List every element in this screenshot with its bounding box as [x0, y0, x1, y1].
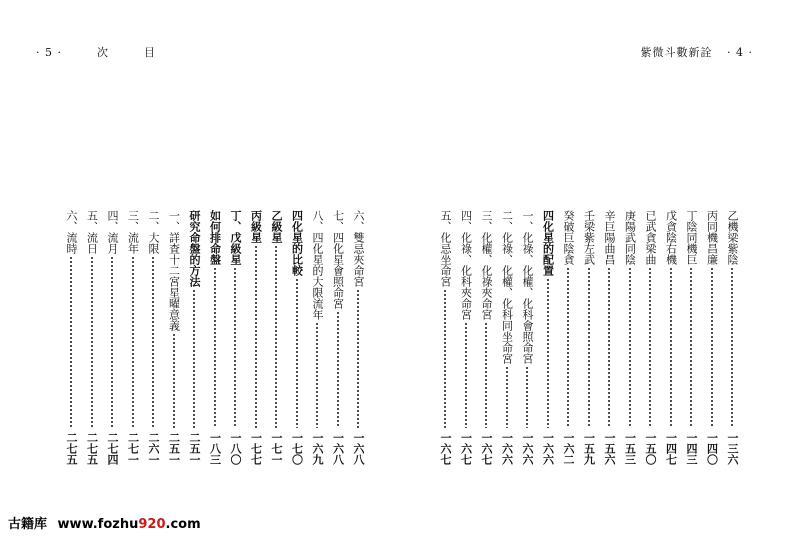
toc-entry	[640, 210, 660, 465]
toc-leader-dots	[111, 256, 113, 428]
toc-entry-page: 一八〇	[229, 432, 242, 465]
toc-entry-title: 丁陰同機巨	[685, 210, 698, 265]
watermark-brand: 古籍库	[8, 517, 48, 532]
toc-entry	[225, 210, 245, 465]
toc-entry-title: 七、四化星會照命宮	[331, 210, 345, 309]
toc-entry-title: 丁、戊級星	[229, 210, 242, 265]
toc-entry-title: 丙級星	[249, 210, 263, 243]
toc-entry-page: 一六七	[439, 432, 452, 465]
toc-entry	[599, 210, 619, 465]
toc-entry	[164, 210, 184, 465]
toc-entry-page: 一四三	[685, 432, 698, 465]
toc-entry-page: 一七一	[270, 432, 283, 465]
toc-entry-title: 乙級星	[270, 210, 283, 243]
toc-entry-title: 庚陽武同陰	[623, 210, 637, 265]
toc-leader-dots	[608, 267, 610, 428]
toc-entry	[184, 210, 204, 465]
toc-entry-page: 二五一	[188, 432, 201, 465]
toc-leader-dots	[465, 322, 467, 428]
toc-entry	[287, 210, 307, 465]
toc-entry	[435, 210, 455, 465]
toc-leader-dots	[337, 311, 339, 428]
toc-entry-title: 乙機梁紫陰	[726, 210, 739, 265]
toc-entry-page: 二七一	[126, 432, 140, 465]
toc-entry	[517, 210, 537, 465]
toc-entry-title: 研究命盤的方法	[188, 210, 201, 287]
toc-entry	[456, 210, 476, 465]
toc-entry	[661, 210, 681, 465]
toc-leader-dots	[588, 267, 590, 428]
toc-entry	[722, 210, 742, 465]
toc-entry-title: 已武貪梁曲	[644, 210, 657, 265]
toc-entry-page: 一四七	[664, 432, 678, 465]
toc-entry-page: 二六一	[147, 432, 160, 465]
toc-leader-dots	[214, 267, 216, 428]
toc-entry-page: 一八三	[208, 432, 222, 465]
toc-entry-page: 一三六	[726, 432, 739, 465]
toc-leader-dots	[670, 267, 672, 428]
toc-entry-page: 一五九	[582, 432, 596, 465]
left-page-header	[36, 44, 156, 60]
toc-entry-page: 二七四	[106, 432, 119, 465]
toc-entry-title: 一、化祿、化權、化科會照命宮	[521, 210, 534, 364]
toc-entry	[246, 210, 266, 465]
toc-entry-title: 丙同機昌廉	[705, 210, 719, 265]
toc-entry-title: 三、化權、化祿夾命宮	[480, 210, 493, 320]
toc-entry	[579, 210, 599, 465]
toc-entry-page: 二七五	[65, 432, 78, 465]
left-page-number: · 5 ·	[36, 46, 62, 59]
toc-leader-dots	[91, 256, 93, 428]
toc-leader-dots	[526, 366, 528, 428]
toc-entry-title: 二、化祿、化權、化科同坐命宮	[500, 210, 514, 364]
toc-entry-page: 一六七	[480, 432, 493, 465]
toc-entry	[497, 210, 517, 465]
toc-entry-page: 一七〇	[290, 432, 304, 465]
toc-leader-dots	[255, 245, 257, 428]
toc-leader-dots	[357, 289, 359, 428]
toc-entry-page: 二七五	[85, 432, 99, 465]
toc-entry	[620, 210, 640, 465]
toc-entry-title: 一、詳査十二宮星曜意義	[167, 210, 181, 331]
toc-entry	[307, 210, 327, 465]
left-header-title-2: 目	[144, 46, 156, 59]
toc-entry-page: 一六八	[352, 432, 365, 465]
toc-entry	[558, 210, 578, 465]
toc-leader-dots	[444, 289, 446, 428]
toc-entry	[102, 210, 122, 465]
toc-leader-dots	[193, 289, 195, 428]
toc-entry	[681, 210, 701, 465]
toc-entry	[538, 210, 558, 465]
toc-leader-dots	[70, 256, 72, 428]
toc-leader-dots	[173, 333, 175, 428]
toc-entry-title: 四、流月	[106, 210, 119, 254]
right-header-title: 紫微斗數新詮	[640, 46, 713, 59]
toc-leader-dots	[506, 366, 508, 428]
toc-leader-dots	[485, 322, 487, 428]
toc-leader-dots	[731, 267, 733, 428]
toc-entry	[348, 210, 368, 465]
toc-entry-title: 八、四化星的大限流年	[311, 210, 324, 320]
toc-leader-dots	[275, 245, 277, 428]
toc-entry-title: 戊貪陰右機	[664, 210, 678, 265]
toc-entry-page: 一六六	[541, 432, 555, 465]
toc-entry-title: 三、流年	[126, 210, 140, 254]
left-header-title-1: 次	[97, 46, 109, 59]
toc-leader-dots	[649, 267, 651, 428]
toc-entry	[702, 210, 722, 465]
toc-entry-title: 六、流時	[65, 210, 78, 254]
toc-entry-page: 一六九	[311, 432, 324, 465]
toc-entry	[205, 210, 225, 465]
toc-leader-dots	[547, 278, 549, 428]
watermark-footer	[8, 513, 201, 532]
toc-entry-page: 一四〇	[705, 432, 719, 465]
toc-entry	[82, 210, 102, 465]
toc-entry-page: 一五〇	[644, 432, 657, 465]
toc-entry-title: 六、雙忌夾命宮	[352, 210, 365, 287]
toc-entry	[143, 210, 163, 465]
toc-entry-title: 如何排命盤	[208, 210, 222, 265]
toc-entry	[328, 210, 348, 465]
toc-entry	[61, 210, 81, 465]
toc-entry-title: 五、流日	[85, 210, 99, 254]
toc-entry-page: 一六六	[500, 432, 514, 465]
right-page-header	[641, 44, 754, 60]
toc-entry-page: 一六二	[562, 432, 575, 465]
toc-entry	[266, 210, 286, 465]
toc-entry-page: 一五六	[603, 432, 616, 465]
toc-leader-dots	[132, 256, 134, 428]
toc-entry-page: 一六六	[521, 432, 534, 465]
toc-entry	[476, 210, 496, 465]
toc-leader-dots	[711, 267, 713, 428]
toc-leader-dots	[690, 267, 692, 428]
toc-entry-title: 四化星的比較	[290, 210, 304, 276]
toc-entry-title: 四、化祿、化科夾命宮	[459, 210, 473, 320]
right-page-number: · 4 ·	[727, 46, 753, 59]
toc-leader-dots	[152, 256, 154, 428]
toc-leader-dots	[316, 322, 318, 428]
toc-entry-page: 二五一	[167, 432, 181, 465]
toc-entry-title: 四化星的配置	[541, 210, 555, 276]
toc-entry-title: 辛巨陽曲昌	[603, 210, 616, 265]
toc-leader-dots	[567, 267, 569, 428]
toc-entry-title: 二、大限	[147, 210, 160, 254]
toc-entry-title: 壬梁紫左武	[582, 210, 596, 265]
toc-leader-dots	[629, 267, 631, 428]
toc-leader-dots	[234, 267, 236, 428]
toc-entry-page: 一六七	[459, 432, 473, 465]
toc-entry-page: 一六八	[331, 432, 345, 465]
toc-entry	[123, 210, 143, 465]
toc-entry-page: 一七七	[249, 432, 263, 465]
toc-entry-page: 一五三	[623, 432, 637, 465]
toc-entry-title: 五、化忌坐命宮	[439, 210, 452, 287]
toc-entry-title: 癸破巨陰貪	[562, 210, 575, 265]
watermark-url: www.fozhu920.com	[57, 517, 201, 532]
toc-leader-dots	[296, 278, 298, 428]
